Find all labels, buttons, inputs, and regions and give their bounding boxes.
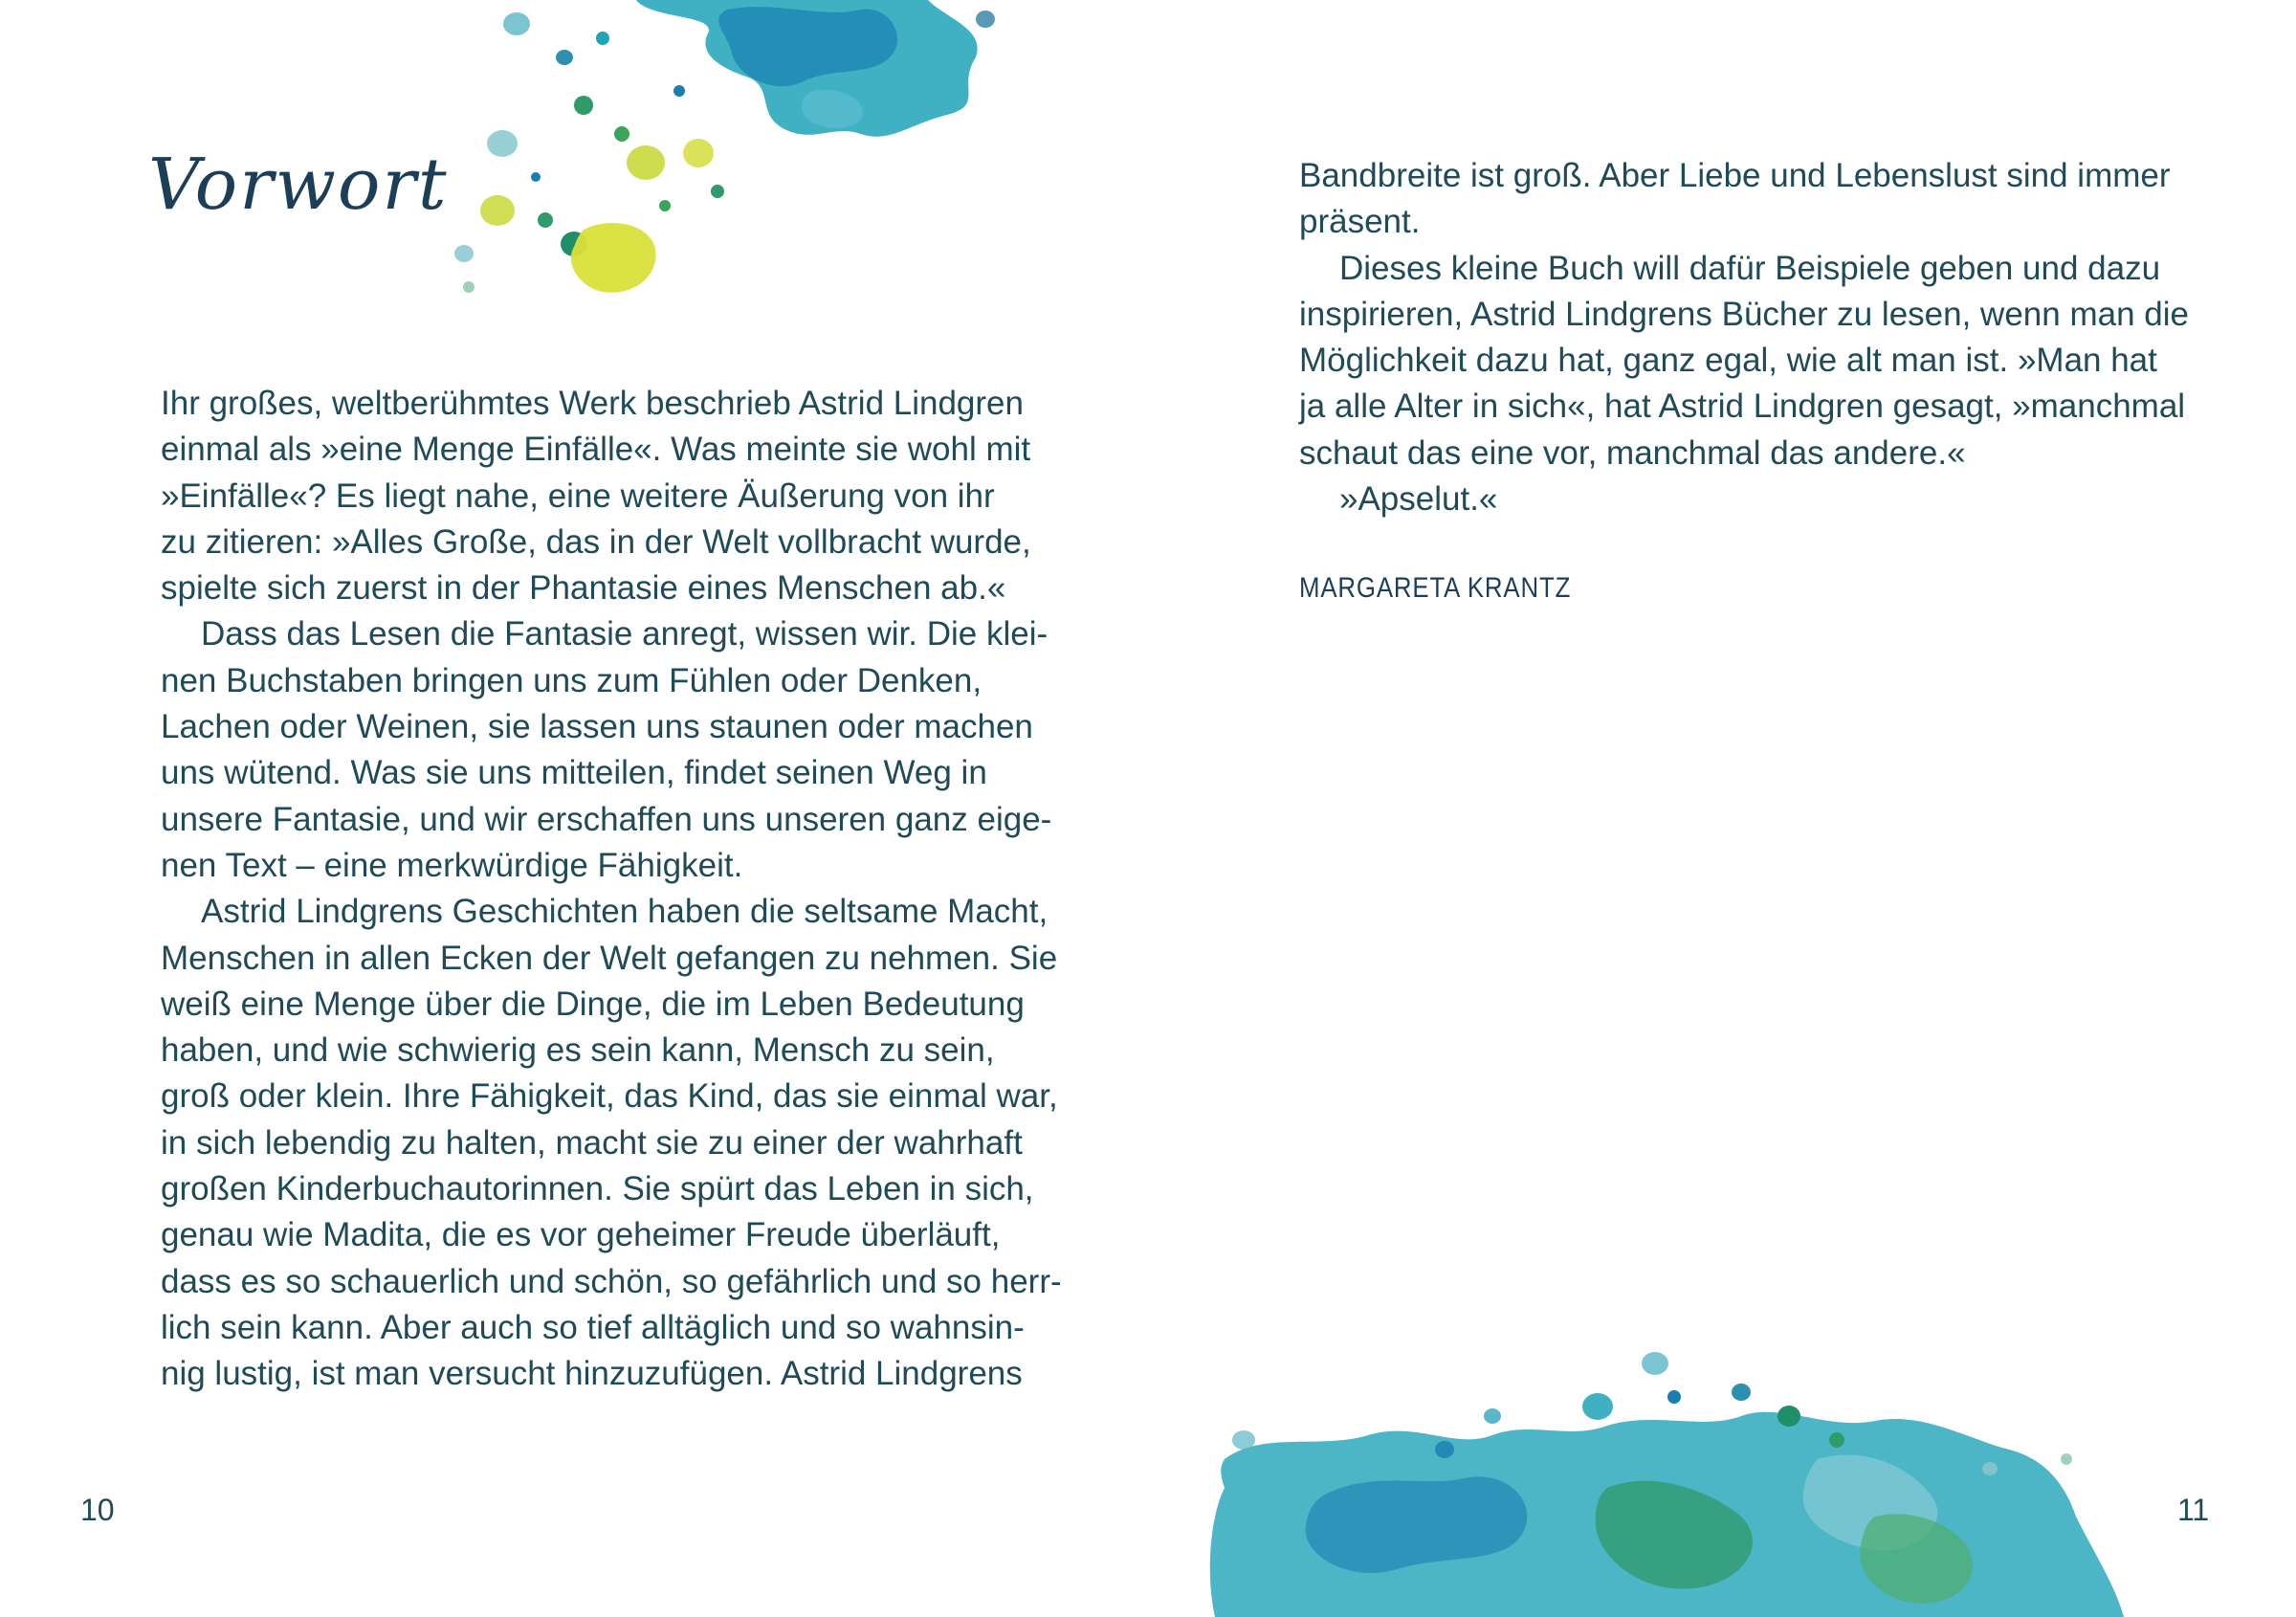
text-line: spielte sich zuerst in der Phantasie eines Menschen ab.« <box>161 569 1006 608</box>
splash-drop <box>711 185 724 198</box>
text-line: »Apselut.« <box>1339 480 1498 519</box>
splash-drop <box>1642 1352 1668 1375</box>
left-page-text <box>161 381 1062 1398</box>
page-number-left: 10 <box>80 1493 115 1527</box>
text-line: Astrid Lindgrens Geschichten haben die seltsame Macht, <box>201 893 1049 931</box>
text-line: nen Buchstaben bringen uns zum Fühlen oder Denken, <box>161 661 982 699</box>
text-line: in sich lebendig zu halten, macht sie zu einer der wahrhaft <box>161 1123 1023 1162</box>
page-number-right: 11 <box>2177 1493 2210 1527</box>
splash-blot-yellow <box>571 223 656 293</box>
author-name: MARGARETA KRANTZ <box>1299 572 1572 604</box>
text-line: nen Text – eine merkwürdige Fähigkeit. <box>161 846 743 884</box>
text-line: nig lustig, ist man versucht hinzuzufügen. Astrid Lindgrens <box>161 1355 1023 1393</box>
splash-drop <box>1667 1390 1681 1404</box>
splash-drop <box>1982 1462 1998 1475</box>
splash-drop <box>673 85 685 97</box>
right-page-text <box>1299 153 2189 522</box>
text-line: haben, und wie schwierig es sein kann, Mensch zu sein, <box>161 1031 995 1070</box>
text-line: Menschen in allen Ecken der Welt gefangen zu nehmen. Sie <box>161 939 1058 977</box>
text-line: unsere Fantasie, und wir erschaffen uns unseren ganz eige- <box>161 800 1052 838</box>
splash-drop <box>1829 1432 1844 1448</box>
text-line: weiß eine Menge über die Dinge, die im Leben Bedeutung <box>161 985 1025 1023</box>
splash-drop <box>659 200 671 211</box>
splash-drop <box>1582 1393 1613 1420</box>
watercolor-splash-bottom <box>1205 1325 2143 1617</box>
splash-drop <box>2061 1453 2072 1465</box>
text-line: großen Kinderbuchautorinnen. Sie spürt das Leben in sich, <box>161 1170 1034 1208</box>
text-line: dass es so schauerlich und schön, so gefährlich und so herr- <box>161 1262 1062 1300</box>
splash-drop <box>627 145 665 180</box>
text-line: lich sein kann. Aber auch so tief alltäglich und so wahnsin- <box>161 1308 1025 1346</box>
splash-drop <box>596 32 609 45</box>
text-line: »Einfälle«? Es liegt nahe, eine weitere Äußerung von ihr <box>161 476 995 515</box>
text-line: groß oder klein. Ihre Fähigkeit, das Kind, das sie einmal war, <box>161 1077 1058 1116</box>
splash-drop <box>1484 1408 1501 1424</box>
text-line: schaut das eine vor, manchmal das andere.« <box>1299 433 1966 472</box>
splash-drop <box>614 126 629 142</box>
chapter-title: Vorwort <box>148 144 449 226</box>
text-line: Möglichkeit dazu hat, ganz egal, wie alt man ist. »Man hat <box>1299 342 2157 380</box>
splash-drop <box>556 50 573 65</box>
splash-drop <box>503 12 530 35</box>
text-line: Dass das Lesen die Fantasie anregt, wissen wir. Die klei- <box>201 615 1049 653</box>
splash-drop <box>454 245 474 262</box>
text-line: einmal als »eine Menge Einfälle«. Was meinte sie wohl mit <box>161 431 1031 469</box>
splash-drop <box>1435 1441 1454 1458</box>
splash-drop <box>463 281 475 293</box>
text-line: präsent. <box>1299 203 1421 241</box>
splash-drop <box>574 96 593 115</box>
text-line: Dieses kleine Buch will dafür Beispiele geben und dazu <box>1339 249 2161 287</box>
text-line: Bandbreite ist groß. Aber Liebe und Lebenslust sind immer <box>1299 157 2171 194</box>
text-line: Ihr großes, weltberühmtes Werk beschrieb Astrid Lindgren <box>161 385 1024 422</box>
text-line: uns wütend. Was sie uns mitteilen, findet seinen Weg in <box>161 754 987 792</box>
splash-drop <box>538 212 553 228</box>
text-line: zu zitieren: »Alles Große, das in der Welt vollbracht wurde, <box>161 522 1031 561</box>
splash-drop <box>1777 1406 1800 1427</box>
text-line: Lachen oder Weinen, sie lassen uns staunen oder machen <box>161 708 1033 746</box>
splash-drop <box>1232 1430 1255 1450</box>
splash-drop <box>487 130 518 157</box>
splash-drop <box>976 11 995 28</box>
splash-drop <box>683 139 714 167</box>
splash-drop <box>1732 1384 1751 1401</box>
watercolor-splash-top <box>411 0 1024 316</box>
text-line: inspirieren, Astrid Lindgrens Bücher zu lesen, wenn man die <box>1299 295 2189 333</box>
splash-drop <box>531 172 541 182</box>
splash-drop <box>480 195 515 226</box>
text-line: ja alle Alter in sich«, hat Astrid Lindgren gesagt, »manchmal <box>1299 388 2186 426</box>
text-line: genau wie Madita, die es vor geheimer Freude überläuft, <box>161 1216 1001 1254</box>
